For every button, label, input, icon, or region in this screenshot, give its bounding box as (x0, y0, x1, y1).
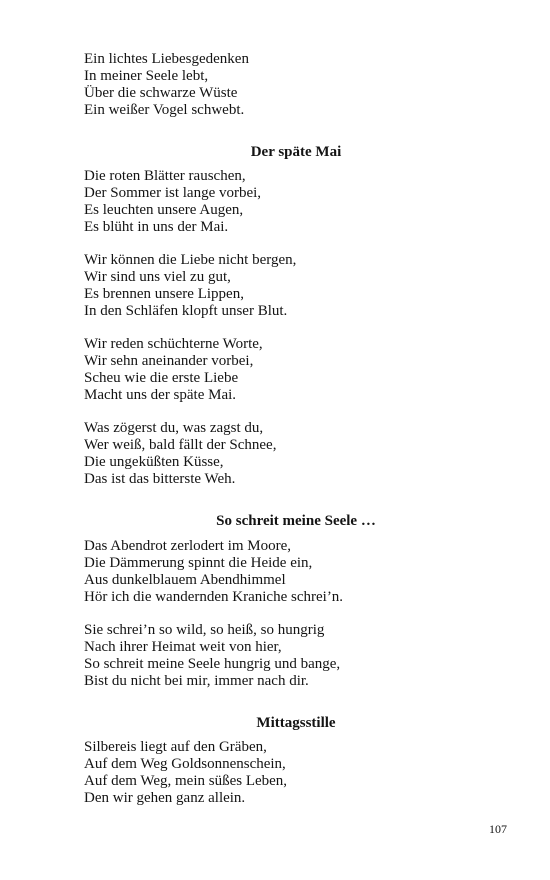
verse-line: Es leuchten unsere Augen, (84, 202, 244, 218)
stanza (84, 252, 514, 320)
poem-title: So schreit meine Seele … (216, 513, 376, 529)
verse-line: Die roten Blätter rauschen, (84, 168, 246, 184)
verse-line: Wir sehn aneinander vorbei, (84, 353, 254, 369)
verse-line: Silbereis liegt auf den Gräben, (84, 739, 267, 755)
verse-line: Ein lichtes Liebesgedenken (84, 51, 249, 67)
verse-line: Ein weißer Vogel schwebt. (84, 102, 245, 118)
verse-line: Scheu wie die erste Liebe (84, 370, 239, 386)
stanza (84, 739, 514, 807)
verse-line: Macht uns der späte Mai. (84, 387, 237, 403)
verse-line: Sie schrei’n so wild, so heiß, so hungrig (84, 622, 325, 638)
verse-line: Den wir gehen ganz allein. (84, 790, 246, 806)
stanza (84, 51, 514, 119)
verse-line: Wer weiß, bald fällt der Schnee, (84, 437, 277, 453)
stanza (84, 622, 514, 690)
verse-line: Bist du nicht bei mir, immer nach dir. (84, 673, 309, 689)
verse-line: Was zögerst du, was zagst du, (84, 420, 264, 436)
verse-line: Das Abendrot zerlodert im Moore, (84, 538, 292, 554)
verse-line: Wir reden schüchterne Worte, (84, 336, 263, 352)
verse-line: Wir können die Liebe nicht bergen, (84, 252, 297, 268)
verse-line: Auf dem Weg Goldsonnenschein, (84, 756, 286, 772)
verse-line: In den Schläfen klopft unser Blut. (84, 303, 288, 319)
verse-line: Es brennen unsere Lippen, (84, 286, 244, 302)
verse-line: Über die schwarze Wüste (84, 85, 238, 101)
stanza (84, 168, 514, 236)
verse-line: Auf dem Weg, mein süßes Leben, (84, 773, 288, 789)
stanza (84, 420, 514, 488)
verse-line: So schreit meine Seele hungrig und bange, (84, 656, 341, 672)
verse-line: Nach ihrer Heimat weit von hier, (84, 639, 282, 655)
verse-line: Die Dämmerung spinnt die Heide ein, (84, 555, 313, 571)
verse-line: In meiner Seele lebt, (84, 68, 209, 84)
poem-title: Der späte Mai (250, 144, 342, 160)
verse-line: Das ist das bitterste Weh. (84, 471, 236, 487)
page-number: 107 (489, 822, 507, 836)
poem-title: Mittagsstille (256, 715, 336, 731)
verse-line: Es blüht in uns der Mai. (84, 219, 229, 235)
verse-line: Der Sommer ist lange vorbei, (84, 185, 262, 201)
stanza (84, 538, 514, 606)
verse-line: Aus dunkelblauem Abendhimmel (84, 572, 286, 588)
verse-line: Hör ich die wandernden Kraniche schrei’n. (84, 589, 344, 605)
stanza (84, 336, 514, 404)
verse-line: Wir sind uns viel zu gut, (84, 269, 231, 285)
verse-line: Die ungeküßten Küsse, (84, 454, 224, 470)
